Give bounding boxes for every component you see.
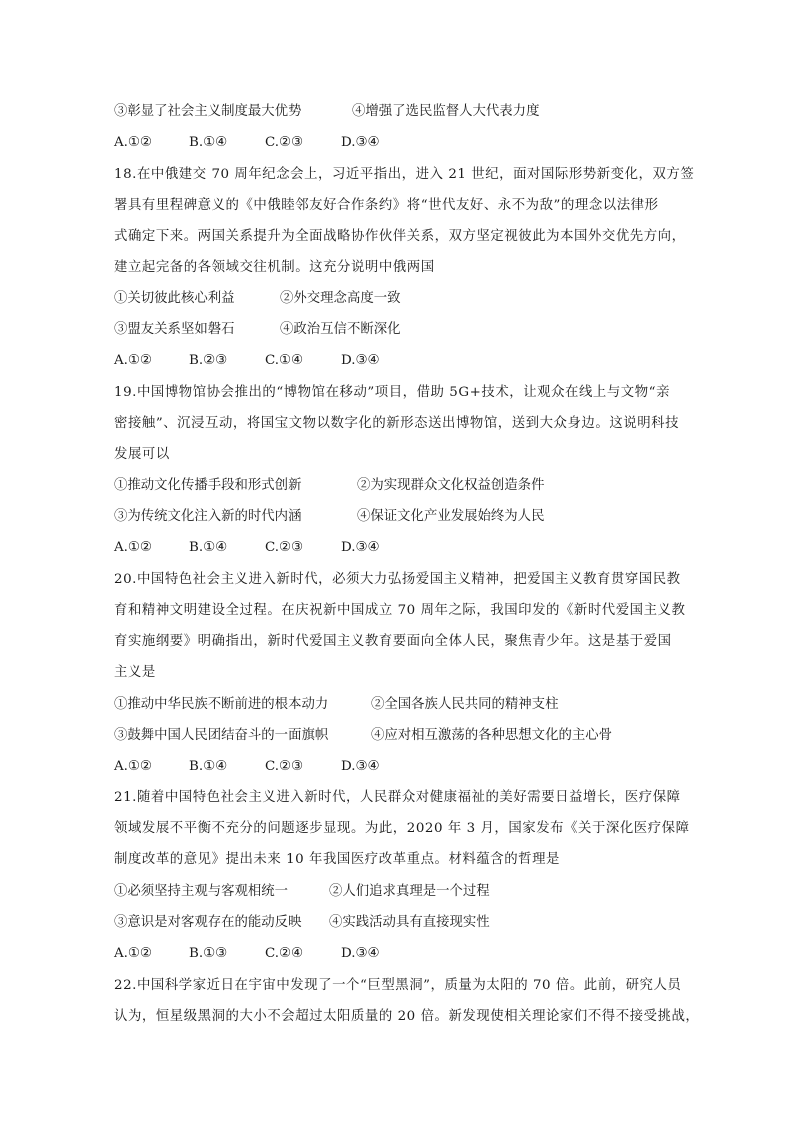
answer-choice: D.③④ [341, 759, 380, 774]
option: ①必须坚持主观与客观相统一 [114, 884, 289, 899]
answer-choice: B.①③ [189, 946, 228, 961]
option: ③意识是对客观存在的能动反映 [114, 915, 302, 930]
question-18-stem-line: 18.在中俄建交 70 周年纪念会上，习近平指出，进入 21 世纪，面对国际形势新变化，双方签 [114, 167, 695, 182]
option: ②人们追求真理是一个过程 [329, 884, 490, 899]
answer-choice: A.①② [114, 135, 152, 150]
option: ③盟友关系坚如磐石 [114, 322, 235, 337]
question-22-stem-line: 22.中国科学家近日在宇宙中发现了一个“巨型黑洞”，质量为太阳的 70 倍。此前，研究人员 [114, 978, 682, 993]
answer-choice: B.②③ [189, 353, 228, 368]
question-21-stem-line: 制度改革的意见》提出未来 10 年我国医疗改革重点。材料蕴含的哲理是 [114, 852, 560, 867]
question-22-stem-line: 认为，恒星级黑洞的大小不会超过太阳质量的 20 倍。新发现使相关理论家们不得不接受挑战， [114, 1009, 700, 1024]
answer-choice: A.①② [114, 946, 152, 961]
question-21-stem-line: 21.随着中国特色社会主义进入新时代，人民群众对健康福祉的美好需要日益增长，医疗保障 [114, 790, 681, 805]
option: ④保证文化产业发展始终为人民 [357, 509, 545, 524]
option: ②全国各族人民共同的精神支柱 [371, 697, 559, 712]
question-20-stem-line: 20.中国特色社会主义进入新时代，必须大力弘扬爱国主义精神，把爱国主义教育贯穿国民教 [114, 572, 681, 587]
question-18-stem-line: 式确定下来。两国关系提升为全面战略协作伙伴关系，双方坚定视彼此为本国外交优先方向， [114, 229, 686, 244]
option: ③为传统文化注入新的时代内涵 [114, 509, 302, 524]
option: ④实践活动具有直接现实性 [329, 915, 490, 930]
option: ④政治互信不断深化 [280, 322, 401, 337]
question-20-stem-line: 育实施纲要》明确指出，新时代爱国主义教育要面向全体人民，聚焦青少年。这是基于爱国 [114, 634, 672, 649]
option: ③鼓舞中国人民团结奋斗的一面旗帜 [114, 728, 329, 743]
question-19-stem-line: 密接触”、沉浸互动，将国宝文物以数字化的新形态送出博物馆，送到大众身边。这说明科技 [114, 416, 680, 431]
option: ④应对相互激荡的各种思想文化的主心骨 [371, 728, 613, 743]
answer-choice: B.①④ [189, 540, 228, 555]
answer-choice: C.②④ [265, 946, 304, 961]
question-19-stem-line: 19.中国博物馆协会推出的“博物馆在移动”项目，借助 5G+技术，让观众在线上与文物“亲 [114, 385, 671, 400]
answer-choice: D.③④ [341, 353, 380, 368]
answer-choice: C.②③ [265, 540, 304, 555]
answer-choice: C.①④ [265, 353, 304, 368]
question-20-stem-line: 育和精神文明建设全过程。在庆祝新中国成立 70 周年之际，我国印发的《新时代爱国主义教 [114, 603, 686, 618]
question-21-stem-line: 领域发展不平衡不充分的问题逐步显现。为此，2020 年 3 月，国家发布《关于深化医疗保障 [114, 821, 690, 836]
option: ④增强了选民监督人大代表力度 [352, 104, 540, 119]
answer-choice: D.③④ [341, 540, 380, 555]
option: ①推动中华民族不断前进的根本动力 [114, 697, 329, 712]
answer-choice: A.①② [114, 540, 152, 555]
question-18-stem-line: 建立起完备的各领域交往机制。这充分说明中俄两国 [114, 260, 435, 275]
answer-choice: B.①④ [189, 759, 228, 774]
answer-choice: C.②③ [265, 759, 304, 774]
option: ②为实现群众文化权益创造条件 [357, 478, 545, 493]
option: ①推动文化传播手段和形式创新 [114, 478, 302, 493]
answer-choice: A.①② [114, 353, 152, 368]
answer-choice: B.①④ [189, 135, 228, 150]
option: ②外交理念高度一致 [280, 291, 401, 306]
question-20-stem-line: 主义是 [114, 665, 156, 680]
answer-choice: C.②③ [265, 135, 304, 150]
option: ①关切彼此核心利益 [114, 291, 235, 306]
question-18-stem-line: 署具有里程碑意义的《中俄睦邻友好合作条约》将“世代友好、永不为敌”的理念以法律形 [114, 198, 659, 213]
question-19-stem-line: 发展可以 [114, 447, 170, 462]
option: ③彰显了社会主义制度最大优势 [114, 104, 302, 119]
answer-choice: A.①② [114, 759, 152, 774]
answer-choice: D.③④ [341, 946, 380, 961]
answer-choice: D.③④ [341, 135, 380, 150]
